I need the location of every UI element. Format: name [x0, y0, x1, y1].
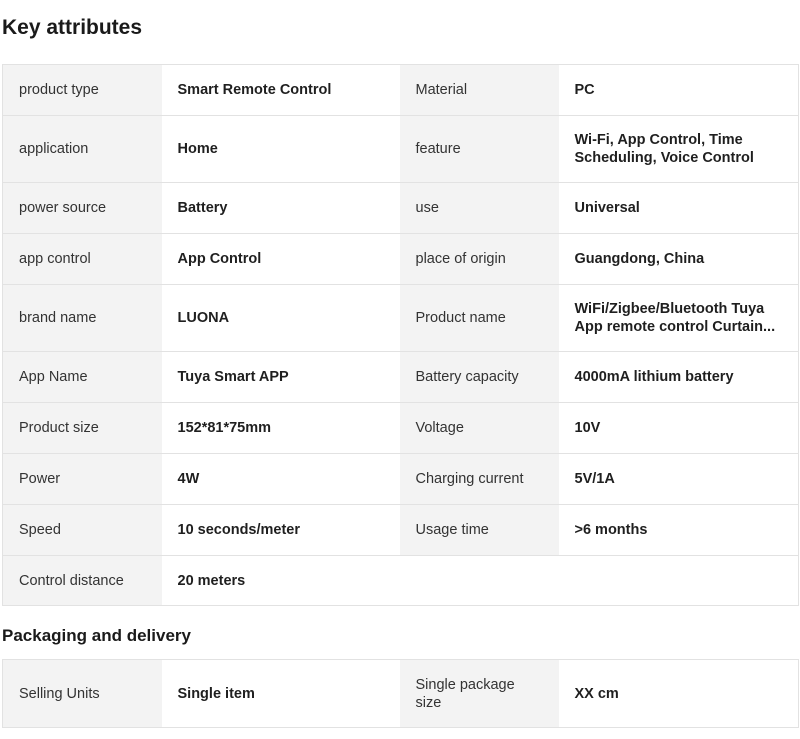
section-title-key-attributes: Key attributes: [2, 16, 143, 39]
attribute-label: Single package size: [400, 660, 559, 728]
attribute-value: Guangdong, China: [559, 234, 799, 285]
attribute-value: >6 months: [559, 505, 799, 556]
attribute-row: [3, 116, 799, 183]
attribute-label: brand name: [3, 285, 162, 352]
attribute-value: Single item: [162, 660, 400, 728]
attribute-label: product type: [3, 65, 162, 116]
packaging-table: [2, 659, 799, 728]
attribute-row: [3, 285, 799, 352]
attribute-label: Battery capacity: [400, 352, 559, 403]
attribute-label: Voltage: [400, 403, 559, 454]
attribute-value: 10 seconds/meter: [162, 505, 400, 556]
attribute-value: 10V: [559, 403, 799, 454]
attribute-value: Smart Remote Control: [162, 65, 400, 116]
attribute-value: Home: [162, 116, 400, 183]
attribute-label: Usage time: [400, 505, 559, 556]
attribute-value: Tuya Smart APP: [162, 352, 400, 403]
attribute-value: 152*81*75mm: [162, 403, 400, 454]
attribute-row: [3, 660, 799, 728]
attribute-label: Control distance: [3, 556, 162, 606]
attribute-value: Battery: [162, 183, 400, 234]
attribute-row: [3, 556, 799, 606]
attribute-value: 4W: [162, 454, 400, 505]
attribute-label: place of origin: [400, 234, 559, 285]
attribute-value: LUONA: [162, 285, 400, 352]
attribute-value: Universal: [559, 183, 799, 234]
attribute-row: [3, 403, 799, 454]
attribute-value: 4000mA lithium battery: [559, 352, 799, 403]
key-attributes-table: [2, 64, 799, 606]
attribute-label: app control: [3, 234, 162, 285]
attribute-value: App Control: [162, 234, 400, 285]
attribute-row: [3, 352, 799, 403]
attribute-label: Material: [400, 65, 559, 116]
attribute-label: Product size: [3, 403, 162, 454]
attribute-value: PC: [559, 65, 799, 116]
attribute-row: [3, 183, 799, 234]
attribute-label: feature: [400, 116, 559, 183]
attribute-label: Power: [3, 454, 162, 505]
attribute-row: [3, 234, 799, 285]
attribute-label: Speed: [3, 505, 162, 556]
attribute-value: Wi-Fi, App Control, Time Scheduling, Voice Control: [559, 116, 799, 183]
attribute-label: Selling Units: [3, 660, 162, 728]
attribute-value: WiFi/Zigbee/Bluetooth Tuya App remote control Curtain...: [559, 285, 799, 352]
attribute-label: application: [3, 116, 162, 183]
attribute-label: power source: [3, 183, 162, 234]
attribute-value: 20 meters: [162, 556, 400, 606]
attribute-row: [3, 454, 799, 505]
attribute-label: use: [400, 183, 559, 234]
attribute-row: [3, 505, 799, 556]
attribute-value: 5V/1A: [559, 454, 799, 505]
attribute-label: Product name: [400, 285, 559, 352]
empty-cell: [400, 556, 559, 606]
attribute-label: App Name: [3, 352, 162, 403]
empty-cell: [559, 556, 799, 606]
attribute-label: Charging current: [400, 454, 559, 505]
section-title-packaging: Packaging and delivery: [2, 626, 191, 645]
attribute-row: [3, 65, 799, 116]
attribute-value: XX cm: [559, 660, 799, 728]
